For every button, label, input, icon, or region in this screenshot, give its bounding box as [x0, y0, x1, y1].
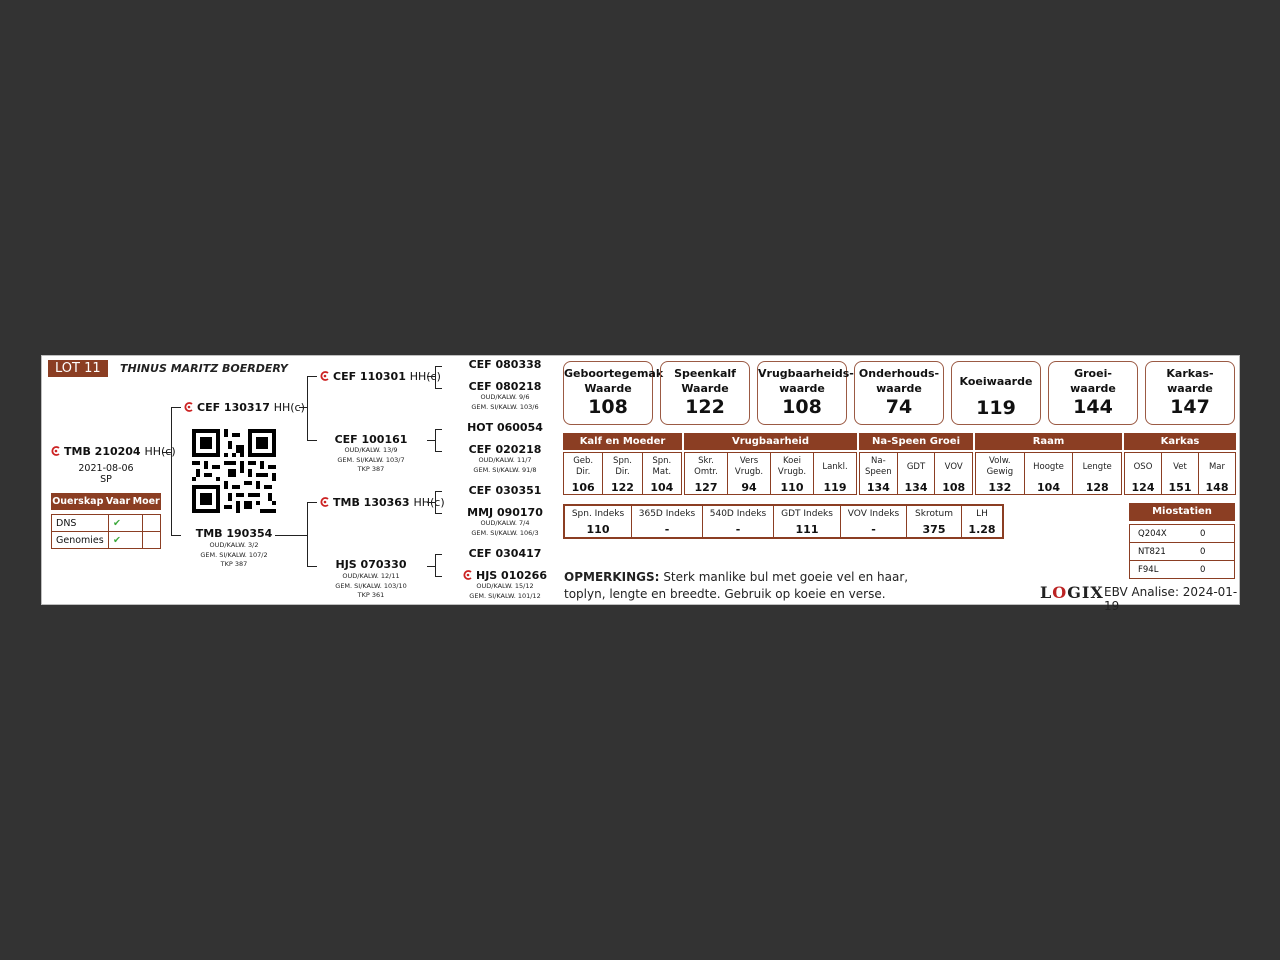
sire-dam-id: CEF 100161	[334, 433, 408, 446]
growth-cell: LH 1.28	[968, 509, 996, 536]
breeder-mark-icon	[463, 570, 473, 580]
ebv-label: GDT	[906, 461, 926, 472]
remarks	[564, 569, 944, 603]
farm-name: THINUS MARITZ BOERDERY	[120, 362, 288, 375]
ebv-label: Hoogte	[1033, 461, 1064, 472]
ebv-value: 104	[650, 481, 674, 494]
ebv-label: Vet	[1173, 461, 1187, 472]
ebv-cell	[814, 453, 856, 494]
ebv-value: 108	[942, 481, 966, 494]
sire-dam-details: OUD/KALW. 13/9 GEM. SI/KALW. 103/7 TKP 387	[337, 446, 405, 473]
growth-index-table	[563, 504, 1004, 539]
ancestor-details: OUD/KALW. 7/4 GEM. SI/KALW. 106/3	[471, 519, 539, 537]
breeder-mark-icon	[320, 497, 330, 507]
ebv-label: Na- Speen	[865, 456, 892, 477]
ebv-value: 151	[1168, 481, 1192, 494]
qr-code	[192, 429, 276, 513]
myostatin-header: Miostatien	[1129, 503, 1235, 521]
ebv-cell	[935, 453, 972, 494]
ebv-group	[1124, 452, 1236, 495]
ebv-label: VOV	[944, 461, 963, 472]
dam-dam-id: HJS 070330	[335, 558, 407, 571]
ebv-cell	[771, 453, 814, 494]
ebv-cell	[728, 453, 771, 494]
ebv-cell	[1025, 453, 1074, 494]
ebv-label: OSO	[1133, 461, 1153, 472]
ebv-value: 148	[1205, 481, 1229, 494]
ebv-value: 122	[611, 481, 634, 494]
ebv-cell	[1162, 453, 1199, 494]
growth-cell: Skrotum 375	[907, 506, 962, 537]
ancestor-id: HOT 060054	[467, 421, 543, 434]
myostatin-table	[1129, 524, 1235, 579]
ebv-cell	[898, 453, 936, 494]
index-box: Koeiwaarde 119	[951, 361, 1041, 425]
index-box: Karkas- waarde 147	[1145, 361, 1235, 425]
ebv-group	[563, 452, 682, 495]
ebv-cell	[685, 453, 728, 494]
ebv-value: 134	[904, 481, 928, 494]
ebv-value: 110	[780, 481, 804, 494]
growth-cell: GDT Indeks 111	[774, 506, 841, 537]
table-row: NT821 0	[1130, 543, 1235, 561]
ebv-label: Geb. Dir.	[573, 456, 594, 477]
table-row: F94L 0	[1130, 561, 1235, 579]
ancestor-id: CEF 020218	[468, 443, 542, 456]
index-box: Onderhouds- waarde 74	[854, 361, 944, 425]
ancestor-id: CEF 030351	[468, 484, 542, 497]
lot-badge: LOT 11	[48, 360, 108, 377]
table-row: DNS ✔	[52, 515, 161, 532]
group-header: Na-Speen Groei	[859, 433, 973, 450]
ebv-group	[975, 452, 1122, 495]
ebv-value: 128	[1085, 481, 1109, 494]
ebv-label: Koei Vrugb.	[777, 456, 807, 477]
ancestor-id: CEF 080338	[468, 358, 542, 371]
ownership-header: Ouerskap Vaar Moer	[51, 493, 161, 510]
ebv-value: 119	[823, 481, 847, 494]
group-header: Vrugbaarheid	[684, 433, 857, 450]
ebv-cell	[603, 453, 642, 494]
breeder-mark-icon	[320, 371, 330, 381]
ebv-label: Skr. Omtr.	[694, 456, 718, 477]
sire-sire-id: CEF 110301 HH(c)	[320, 370, 441, 383]
logix-logo: LOGIX	[1040, 583, 1104, 602]
dam-sire-id: TMB 130363 HH(c)	[320, 496, 445, 509]
check-icon: ✔	[109, 515, 143, 532]
animal-id: TMB 210204 HH(c)	[51, 445, 163, 458]
ebv-cell	[643, 453, 681, 494]
breeder-mark-icon	[51, 446, 61, 456]
ebv-value: 134	[866, 481, 890, 494]
remarks-text: Sterk manlike bul met goeie vel en haar, toplyn, lengte en breedte. Gebruik op koeie en verse.	[564, 570, 909, 601]
ebv-label: Mar	[1208, 461, 1226, 472]
breeder-mark-icon	[184, 402, 194, 412]
ebv-group	[859, 452, 973, 495]
ancestor-id: HJS 010266	[460, 569, 550, 582]
ebv-cell	[1125, 453, 1162, 494]
ebv-label: Lankl.	[822, 461, 848, 472]
ancestor-id: MMJ 090170	[467, 506, 543, 519]
growth-cell: 365D Indeks -	[632, 506, 703, 537]
index-box: Vrugbaarheids- waarde 108	[757, 361, 847, 425]
ancestor-details: OUD/KALW. 9/6 GEM. SI/KALW. 103/6	[471, 393, 539, 411]
ownership-table	[51, 514, 161, 549]
ebv-value: 132	[988, 481, 1012, 494]
group-header: Karkas	[1124, 433, 1236, 450]
ancestor-details: OUD/KALW. 15/12 GEM. SI/KALW. 101/12	[469, 582, 541, 600]
ebv-label: Volw. Gewig	[986, 456, 1014, 477]
growth-cell: 540D Indeks -	[703, 506, 774, 537]
ancestor-id: CEF 080218	[468, 380, 542, 393]
growth-cell: VOV Indeks -	[841, 506, 907, 537]
index-box: Speenkalf Waarde 122	[660, 361, 750, 425]
ebv-label: Vers Vrugb.	[734, 456, 764, 477]
ebv-value: 127	[694, 481, 718, 494]
ebv-cell	[976, 453, 1025, 494]
ebv-value: 104	[1037, 481, 1060, 494]
sire-id: CEF 130317 HH(c)	[184, 401, 305, 414]
index-box: Groei- waarde 144	[1048, 361, 1138, 425]
animal-code: SP	[100, 474, 112, 485]
ebv-label: Spn. Mat.	[652, 456, 672, 477]
lot-card	[41, 355, 1240, 613]
dam-id: TMB 190354	[195, 527, 273, 540]
ebv-analysis-date: EBV Analise: 2024-01-19	[1104, 585, 1238, 613]
ebv-cell	[1073, 453, 1121, 494]
ancestor-id: CEF 030417	[468, 547, 542, 560]
ebv-value: 94	[741, 481, 757, 494]
ebv-cell	[860, 453, 898, 494]
growth-cell: Spn. Indeks 110	[565, 506, 632, 537]
group-header: Raam	[975, 433, 1122, 450]
ebv-group	[684, 452, 857, 495]
table-row: Q204X 0	[1130, 525, 1235, 543]
remarks-label: OPMERKINGS:	[564, 570, 660, 584]
ebv-label: Lengte	[1082, 461, 1112, 472]
index-box: Geboortegemak Waarde 108	[563, 361, 653, 425]
table-row: Genomies ✔	[52, 532, 161, 549]
ebv-cell	[1199, 453, 1235, 494]
dam-details: OUD/KALW. 3/2 GEM. SI/KALW. 107/2 TKP 387	[200, 541, 268, 568]
ancestor-details: OUD/KALW. 11/7 GEM. SI/KALW. 91/8	[473, 456, 537, 474]
birth-date: 2021-08-06	[78, 463, 134, 474]
ebv-value: 124	[1131, 481, 1155, 494]
ebv-value: 106	[571, 481, 595, 494]
check-icon: ✔	[109, 532, 143, 549]
ebv-label: Spn. Dir.	[613, 456, 632, 477]
ebv-cell	[564, 453, 603, 494]
dam-dam-details: OUD/KALW. 12/11 GEM. SI/KALW. 103/10 TKP 361	[335, 572, 407, 599]
group-header: Kalf en Moeder	[563, 433, 682, 450]
